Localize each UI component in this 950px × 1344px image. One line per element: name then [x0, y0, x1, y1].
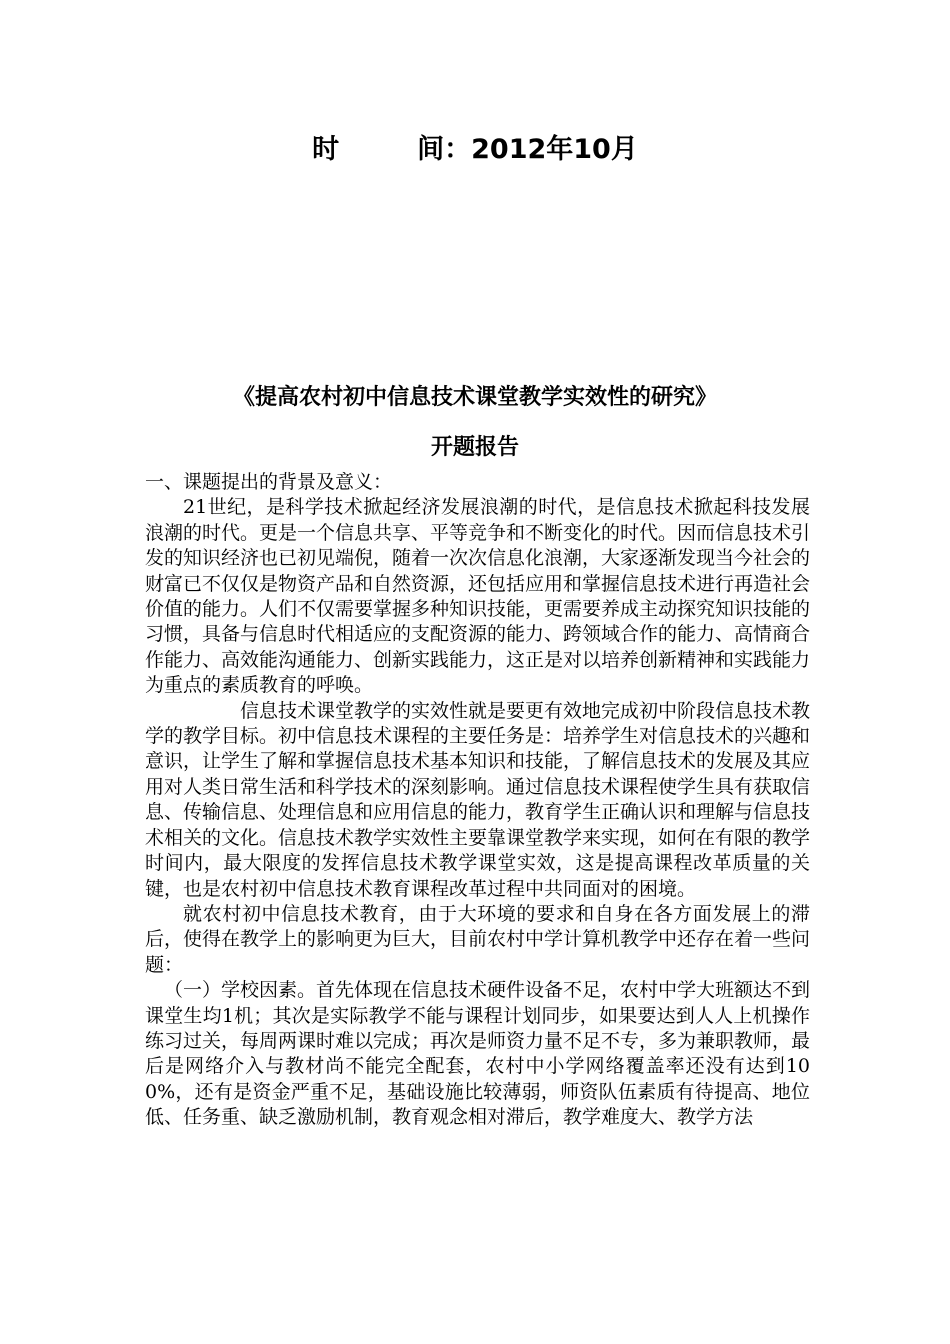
report-date-line [0, 128, 950, 172]
time-label-right: 间： [417, 134, 472, 165]
time-label-left: 时 [312, 134, 340, 165]
section-heading: 一、课题提出的背景及意义： [145, 471, 393, 493]
paragraph-effectiveness: 信息技术课堂教学的实效性就是要更有效地完成初中阶段信息技术教学的教学目标。初中信息技术课程的主要任务是：培养学生对信息技术的兴趣和意识，让学生了解和掌握信息技术基本知识和技能，了解信息技术的发展及其应用对人类日常生活和科学技术的深刻影响。通过信息技术课程使学生具有获取信息、传输信息、处理信息和应用信息的能力，教育学生正确认识和理解与信息技术相关的文化。信息技术教学实效性主要靠课堂教学来实现，如何在有限的教学时间内，最大限度的发挥信息技术教学课堂实效，这是提高课程改革质量的关键，也是农村初中信息技术教育课程改革过程中共同面对的困境。 [145, 699, 811, 900]
report-body [145, 470, 810, 1131]
time-value: 2012年10月 [471, 134, 638, 165]
paragraph-background: 21世纪，是科学技术掀起经济发展浪潮的时代，是信息技术掀起科技发展浪潮的时代。更是一个信息共享、平等竞争和不断变化的时代。因而信息技术引发的知识经济也已初见端倪，随着一次次信息化浪潮，大家逐渐发现当今社会的财富已不仅仅是物资产品和自然资源，还包括应用和掌握信息技术进行再造社会价值的能力。人们不仅需要掌握多种知识技能，更需要养成主动探究知识技能的习惯，具备与信息时代相适应的支配资源的能力、跨领域合作的能力、高情商合作能力、高效能沟通能力、创新实践能力，这正是对以培养创新精神和实践能力为重点的素质教育的呼唤。 [145, 496, 811, 697]
report-subtitle: 开题报告 [430, 435, 519, 460]
report-title: 《提高农村初中信息技术课堂教学实效性的研究》 [232, 385, 717, 410]
paragraph-rural-issues: 就农村初中信息技术教育，由于大环境的要求和自身在各方面发展上的滞后，使得在教学上的影响更为巨大，目前农村中学计算机教学中还存在着一些问题： [145, 902, 811, 976]
paragraph-school-factors: （一）学校因素。首先体现在信息技术硬件设备不足，农村中学大班额达不到课堂生均1机；其次是实际教学不能与课程计划同步，如果要达到人人上机操作练习过关，每周两课时难以完成；再次是师资力量不足不专，多为兼职教师，最后是网络介入与教材尚不能完全配套，农村中小学网络覆盖率还没有达到100%，还有是资金严重不足，基础设施比较薄弱，师资队伍素质有待提高、地位低、任务重、缺乏激励机制，教育观念相对滞后，教学难度大、教学方法 [145, 979, 811, 1129]
